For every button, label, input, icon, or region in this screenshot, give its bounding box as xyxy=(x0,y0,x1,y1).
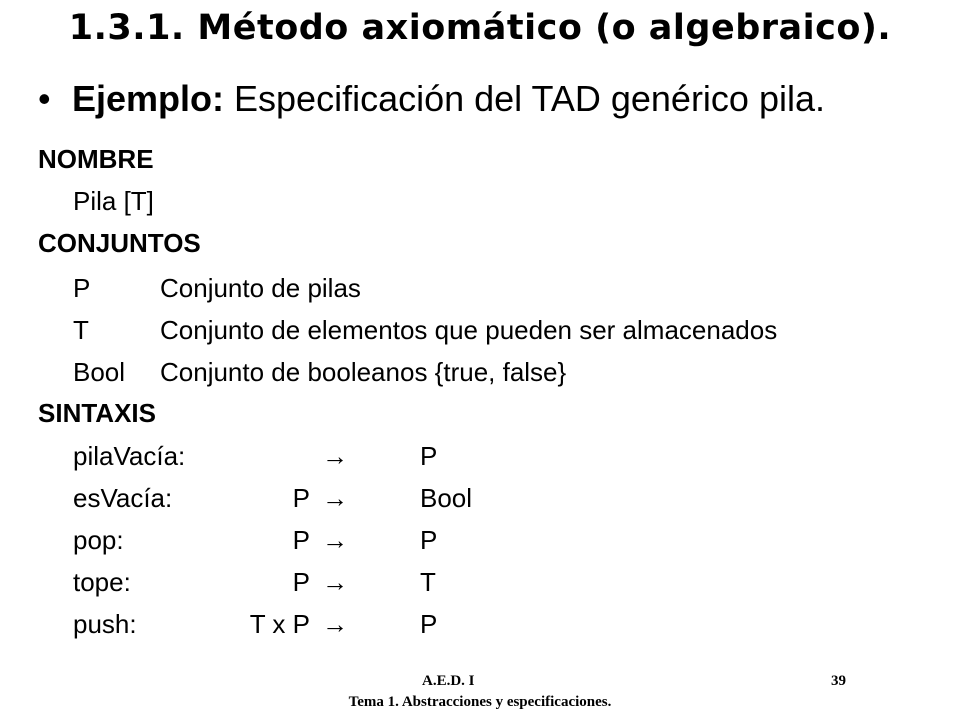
footer-page-number: 39 xyxy=(831,673,846,689)
arrow-icon: → xyxy=(322,441,348,471)
nombre-header: NOMBRE xyxy=(38,144,154,174)
operation-domain: P xyxy=(292,483,310,513)
operation-codomain: Bool xyxy=(420,483,473,513)
operation-name: pop: xyxy=(73,525,124,555)
conjunto-description: Conjunto de booleanos {true, false} xyxy=(160,357,567,387)
conjunto-symbol: T xyxy=(73,315,89,345)
operation-domain: P xyxy=(292,567,310,597)
conjunto-symbol: Bool xyxy=(73,357,126,387)
sintaxis-header: SINTAXIS xyxy=(38,398,156,428)
operation-codomain: P xyxy=(420,609,438,639)
operation-name: esVacía: xyxy=(73,483,173,513)
arrow-icon: → xyxy=(322,567,348,597)
operation-codomain: T xyxy=(420,567,436,597)
bullet-text: Especificación del TAD genérico pila. xyxy=(224,78,825,119)
conjunto-description: Conjunto de elementos que pueden ser almacenados xyxy=(160,315,778,345)
conjunto-symbol: P xyxy=(73,273,91,303)
bullet-lead: Ejemplo: xyxy=(72,78,225,119)
conjunto-description: Conjunto de pilas xyxy=(160,273,361,303)
operation-name: pilaVacía: xyxy=(73,441,186,471)
operation-name: push: xyxy=(73,609,137,639)
conjuntos-header: CONJUNTOS xyxy=(38,228,201,258)
operation-domain: T x P xyxy=(249,609,310,639)
slide-title: 1.3.1. Método axiomático (o algebraico). xyxy=(68,8,892,48)
footer-topic: Tema 1. Abstracciones y especificaciones. xyxy=(348,694,612,710)
bullet-dot: • xyxy=(38,78,51,119)
operation-name: tope: xyxy=(73,567,131,597)
arrow-icon: → xyxy=(322,483,348,513)
arrow-icon: → xyxy=(322,609,348,639)
operation-codomain: P xyxy=(420,525,438,555)
operation-domain: P xyxy=(292,525,310,555)
footer-course: A.E.D. I xyxy=(422,673,475,689)
nombre-value: Pila [T] xyxy=(73,186,154,216)
example-bullet xyxy=(38,78,825,120)
arrow-icon: → xyxy=(322,525,348,555)
operation-codomain: P xyxy=(420,441,438,471)
